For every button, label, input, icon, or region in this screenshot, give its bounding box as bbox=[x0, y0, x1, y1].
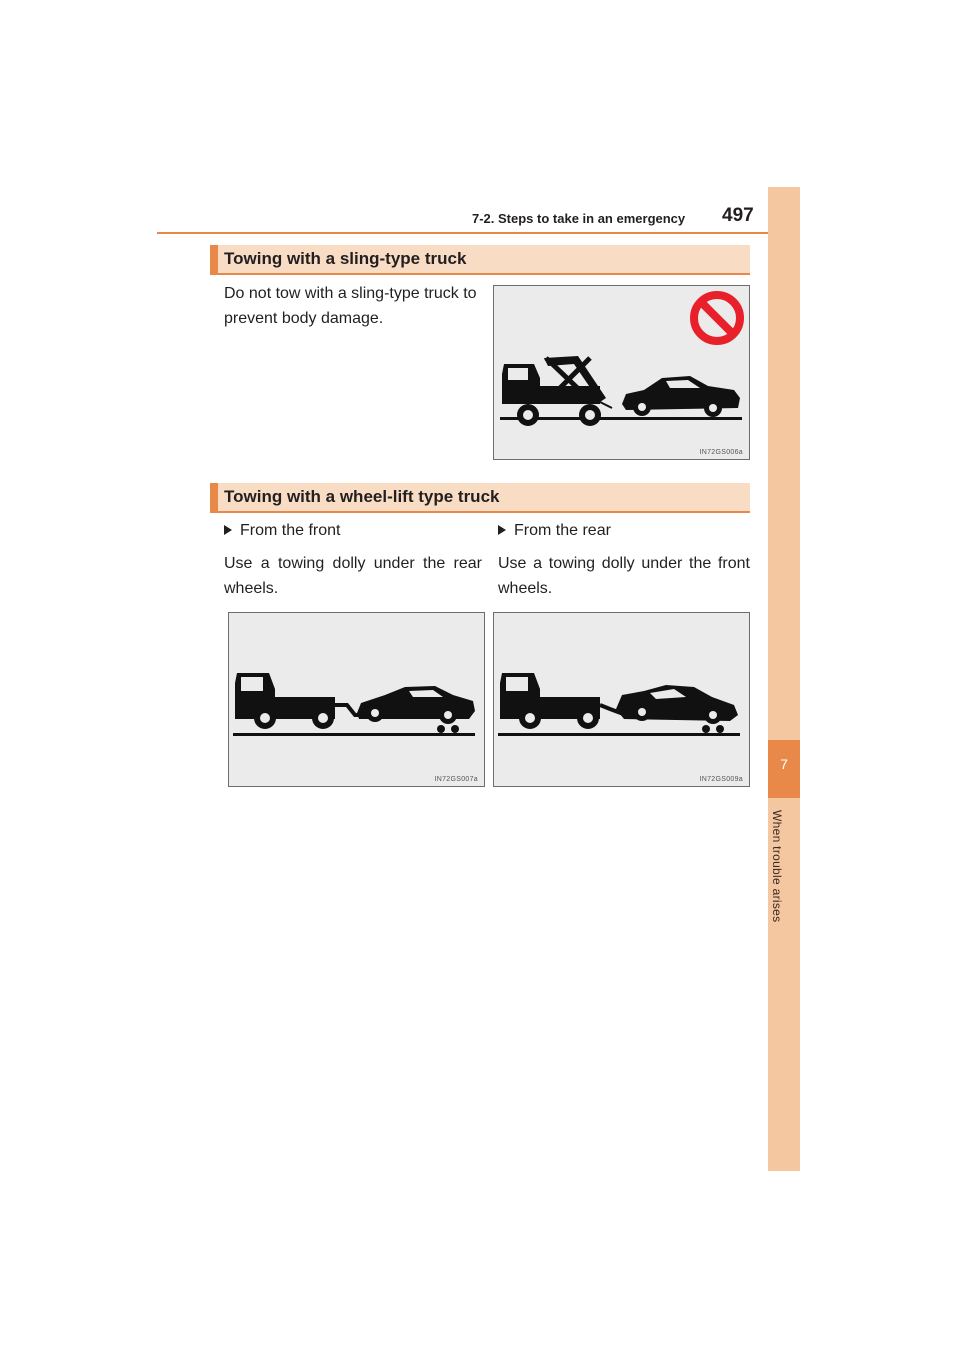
section-heading-sling bbox=[210, 245, 750, 275]
front-tow-drawing bbox=[229, 613, 486, 788]
prohibited-sign-icon bbox=[694, 295, 740, 341]
from-front-label: From the front bbox=[224, 522, 340, 540]
page-number: 497 bbox=[722, 205, 754, 226]
figure-id: IN72GS009a bbox=[699, 776, 743, 783]
rear-tow-drawing bbox=[494, 613, 751, 788]
front-tow-illustration bbox=[228, 612, 485, 787]
sling-truck-illustration bbox=[493, 285, 750, 460]
from-rear-text: Use a towing dolly under the front wheels. bbox=[498, 555, 750, 597]
figure-id: IN72GS007a bbox=[434, 776, 478, 783]
chapter-title: When trouble arises bbox=[770, 810, 784, 923]
from-front-text: Use a towing dolly under the rear wheels. bbox=[224, 555, 482, 597]
figure-id: IN72GS006a bbox=[699, 449, 743, 456]
section-heading-wheel-lift-text: Towing with a wheel-lift type truck bbox=[224, 487, 500, 506]
bullet-triangle-icon bbox=[224, 525, 232, 535]
from-rear-label: From the rear bbox=[498, 522, 611, 540]
chapter-side-tab bbox=[768, 187, 800, 1171]
section-reference: 7-2. Steps to take in an emergency bbox=[472, 211, 686, 226]
section-heading-wheel-lift bbox=[210, 483, 750, 513]
bullet-triangle-icon bbox=[498, 525, 506, 535]
sling-truck-drawing bbox=[494, 286, 751, 461]
rear-tow-illustration bbox=[493, 612, 750, 787]
section-heading-sling-text: Towing with a sling-type truck bbox=[224, 249, 467, 268]
chapter-number: 7 bbox=[780, 756, 788, 772]
header-rule bbox=[157, 232, 800, 234]
sling-warning-text: Do not tow with a sling-type truck to prevent body damage. bbox=[224, 285, 477, 327]
